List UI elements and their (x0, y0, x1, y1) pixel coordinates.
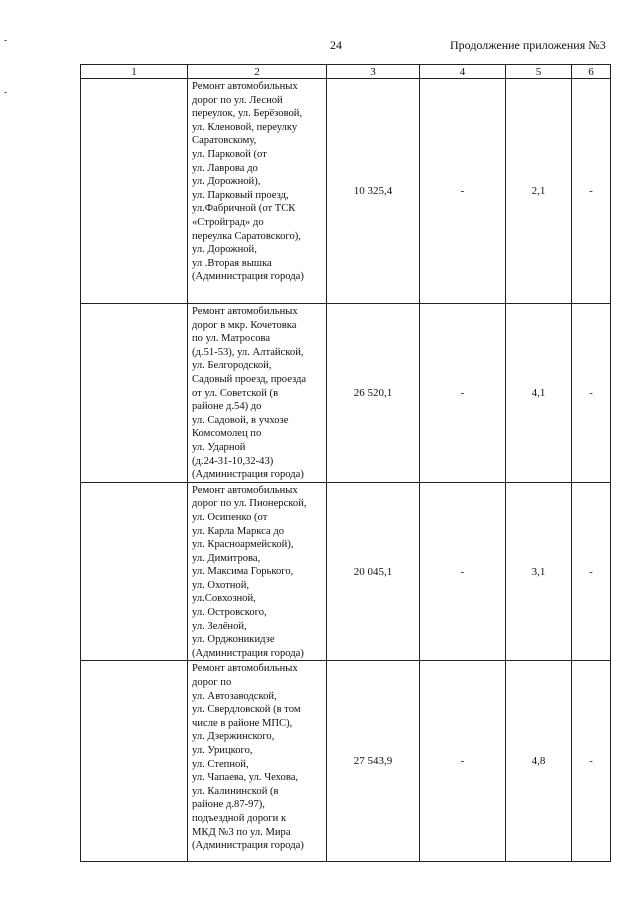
column-5-value: 2,1 (506, 79, 572, 304)
table-row (81, 661, 611, 862)
scan-margin-mark (4, 92, 7, 93)
column-header-2: 2 (188, 65, 327, 79)
amount-value: 27 543,9 (327, 661, 420, 862)
column-4-value: - (420, 304, 506, 483)
work-description: Ремонт автомобильных дорог по ул. Автозаводской, ул. Свердловской (в том числе в районе МПС), ул. Дзержинского, ул. Урицкого, ул. Степной, ул. Чапаева, ул. Чехова, ул. Калининской (в районе д.87-97), подъездной дороги к МКД №3 по ул. Мира (Администрация города) (188, 661, 327, 862)
amount-value: 20 045,1 (327, 482, 420, 661)
column-header-3: 3 (327, 65, 420, 79)
row-empty-cell (81, 79, 188, 304)
work-description: Ремонт автомобильных дорог по ул. Пионерской, ул. Осипенко (от ул. Карла Маркса до ул. Красноармейской), ул. Димитрова, ул. Максима Горького, ул. Охотной, ул.Совхозной, ул. Островского, ул. Зелёной, ул. Орджоникидзе (Администрация города) (188, 482, 327, 661)
page-number: 24 (330, 38, 342, 52)
table-row (81, 79, 611, 304)
column-number-row (81, 65, 611, 79)
column-header-4: 4 (420, 65, 506, 79)
table-row (81, 304, 611, 483)
column-4-value: - (420, 661, 506, 862)
column-5-value: 4,1 (506, 304, 572, 483)
column-5-value: 4,8 (506, 661, 572, 862)
amount-value: 26 520,1 (327, 304, 420, 483)
works-table (80, 64, 611, 862)
column-6-value: - (572, 304, 611, 483)
column-4-value: - (420, 482, 506, 661)
work-description: Ремонт автомобильных дорог по ул. Лесной переулок, ул. Берёзовой, ул. Кленовой, переулку Саратовскому, ул. Парковой (от ул. Лаврова до ул. Дорожной), ул. Парковый проезд, ул.Фабричной (от ТСК «Стройград» до переулка Саратовского), ул. Дорожной, ул .Вторая вышка (Администрация города) (188, 79, 327, 304)
row-empty-cell (81, 661, 188, 862)
appendix-continuation-label: Продолжение приложения №3 (450, 38, 606, 52)
column-4-value: - (420, 79, 506, 304)
column-5-value: 3,1 (506, 482, 572, 661)
work-description: Ремонт автомобильных дорог в мкр. Кочетовка по ул. Матросова (д.51-53), ул. Алтайской, ул. Белгородской, Садовый проезд, проезда от ул. Советской (в районе д.54) до ул. Садовой, в учхозе Комсомолец по ул. Ударной (д.24-31-10,32-43) (Администрация города) (188, 304, 327, 483)
scan-margin-mark (4, 40, 7, 41)
column-header-6: 6 (572, 65, 611, 79)
row-empty-cell (81, 482, 188, 661)
column-6-value: - (572, 661, 611, 862)
column-6-value: - (572, 79, 611, 304)
amount-value: 10 325,4 (327, 79, 420, 304)
column-6-value: - (572, 482, 611, 661)
table-row (81, 482, 611, 661)
row-empty-cell (81, 304, 188, 483)
column-header-5: 5 (506, 65, 572, 79)
column-header-1: 1 (81, 65, 188, 79)
